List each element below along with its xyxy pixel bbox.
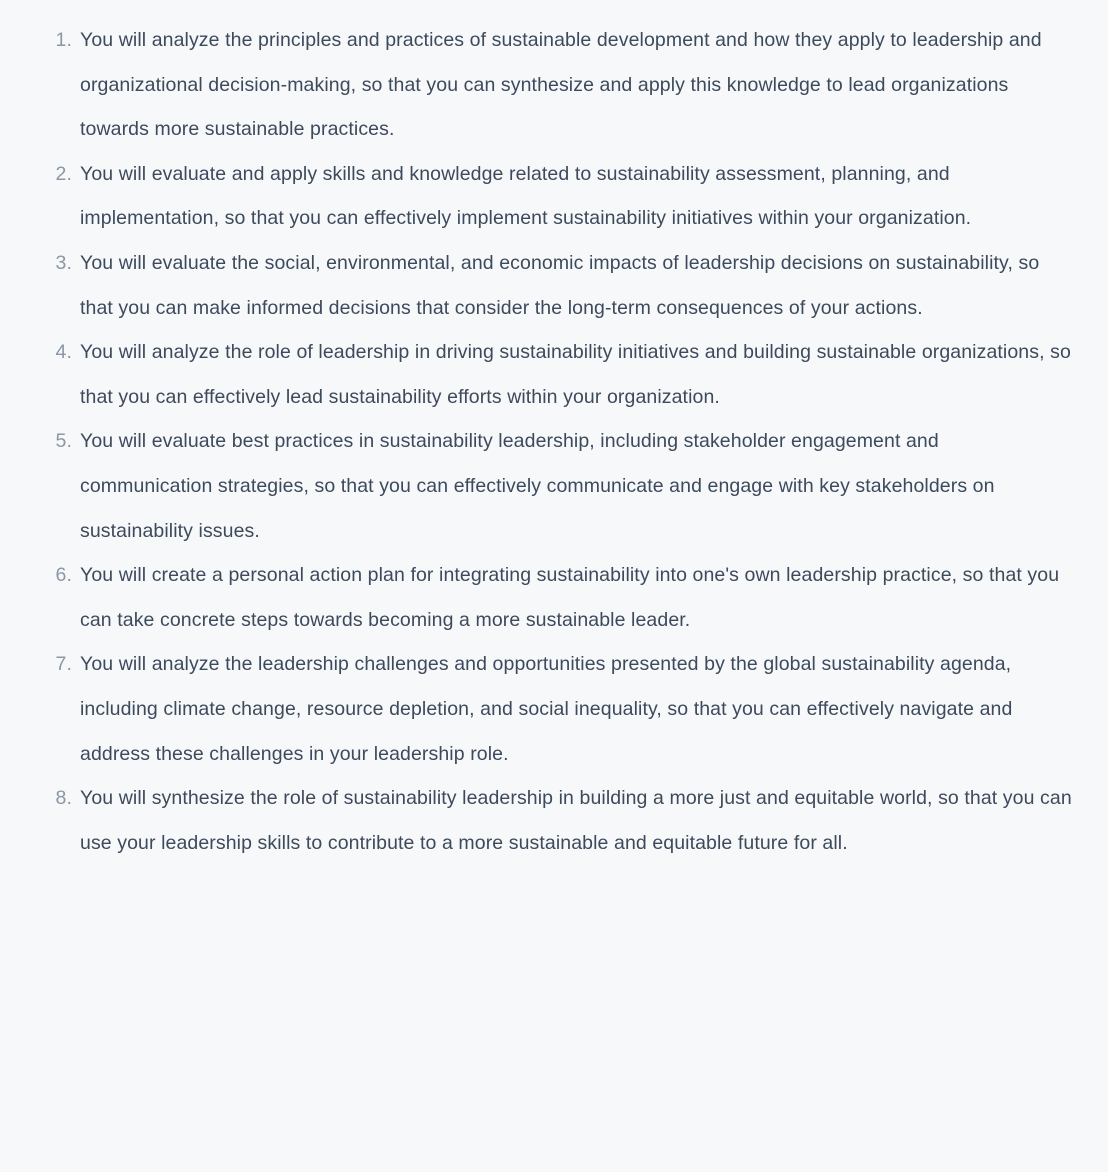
list-item (80, 642, 1072, 776)
list-item-text: You will synthesize the role of sustainability leadership in building a more just and equitable world, so that you can use your leadership skills to contribute to a more sustainable and equitable future for all. (80, 787, 1072, 854)
list-item (80, 241, 1072, 330)
list-item (80, 18, 1072, 152)
list-item-text: You will create a personal action plan for integrating sustainability into one's own leadership practice, so that you can take concrete steps towards becoming a more sustainable leader. (80, 564, 1060, 631)
list-item (80, 330, 1072, 419)
list-item (80, 152, 1072, 241)
learning-outcomes-list (22, 18, 1072, 865)
list-item (80, 553, 1072, 642)
list-item (80, 776, 1072, 865)
list-item-text: You will evaluate best practices in sustainability leadership, including stakeholder engagement and communication strategies, so that you can effectively communicate and engage with key stakeholders on sustainability issues. (80, 430, 995, 542)
list-item-text: You will analyze the principles and practices of sustainable development and how they apply to leadership and organizational decision-making, so that you can synthesize and apply this knowledge to lead organizations towards more sustainable practices. (80, 29, 1042, 141)
list-item-text: You will analyze the role of leadership in driving sustainability initiatives and building sustainable organizations, so that you can effectively lead sustainability efforts within your organization. (80, 341, 1071, 408)
list-item-text: You will evaluate and apply skills and knowledge related to sustainability assessment, planning, and implementation, so that you can effectively implement sustainability initiatives within your organization. (80, 162, 972, 230)
list-item (80, 419, 1072, 553)
list-item-text: You will evaluate the social, environmental, and economic impacts of leadership decisions on sustainability, so that you can make informed decisions that consider the long-term consequences of your actions. (80, 251, 1040, 319)
list-item-text: You will analyze the leadership challenges and opportunities presented by the global sustainability agenda, including climate change, resource depletion, and social inequality, so that you can effectively navigate and address these challenges in your leadership role. (80, 653, 1013, 765)
